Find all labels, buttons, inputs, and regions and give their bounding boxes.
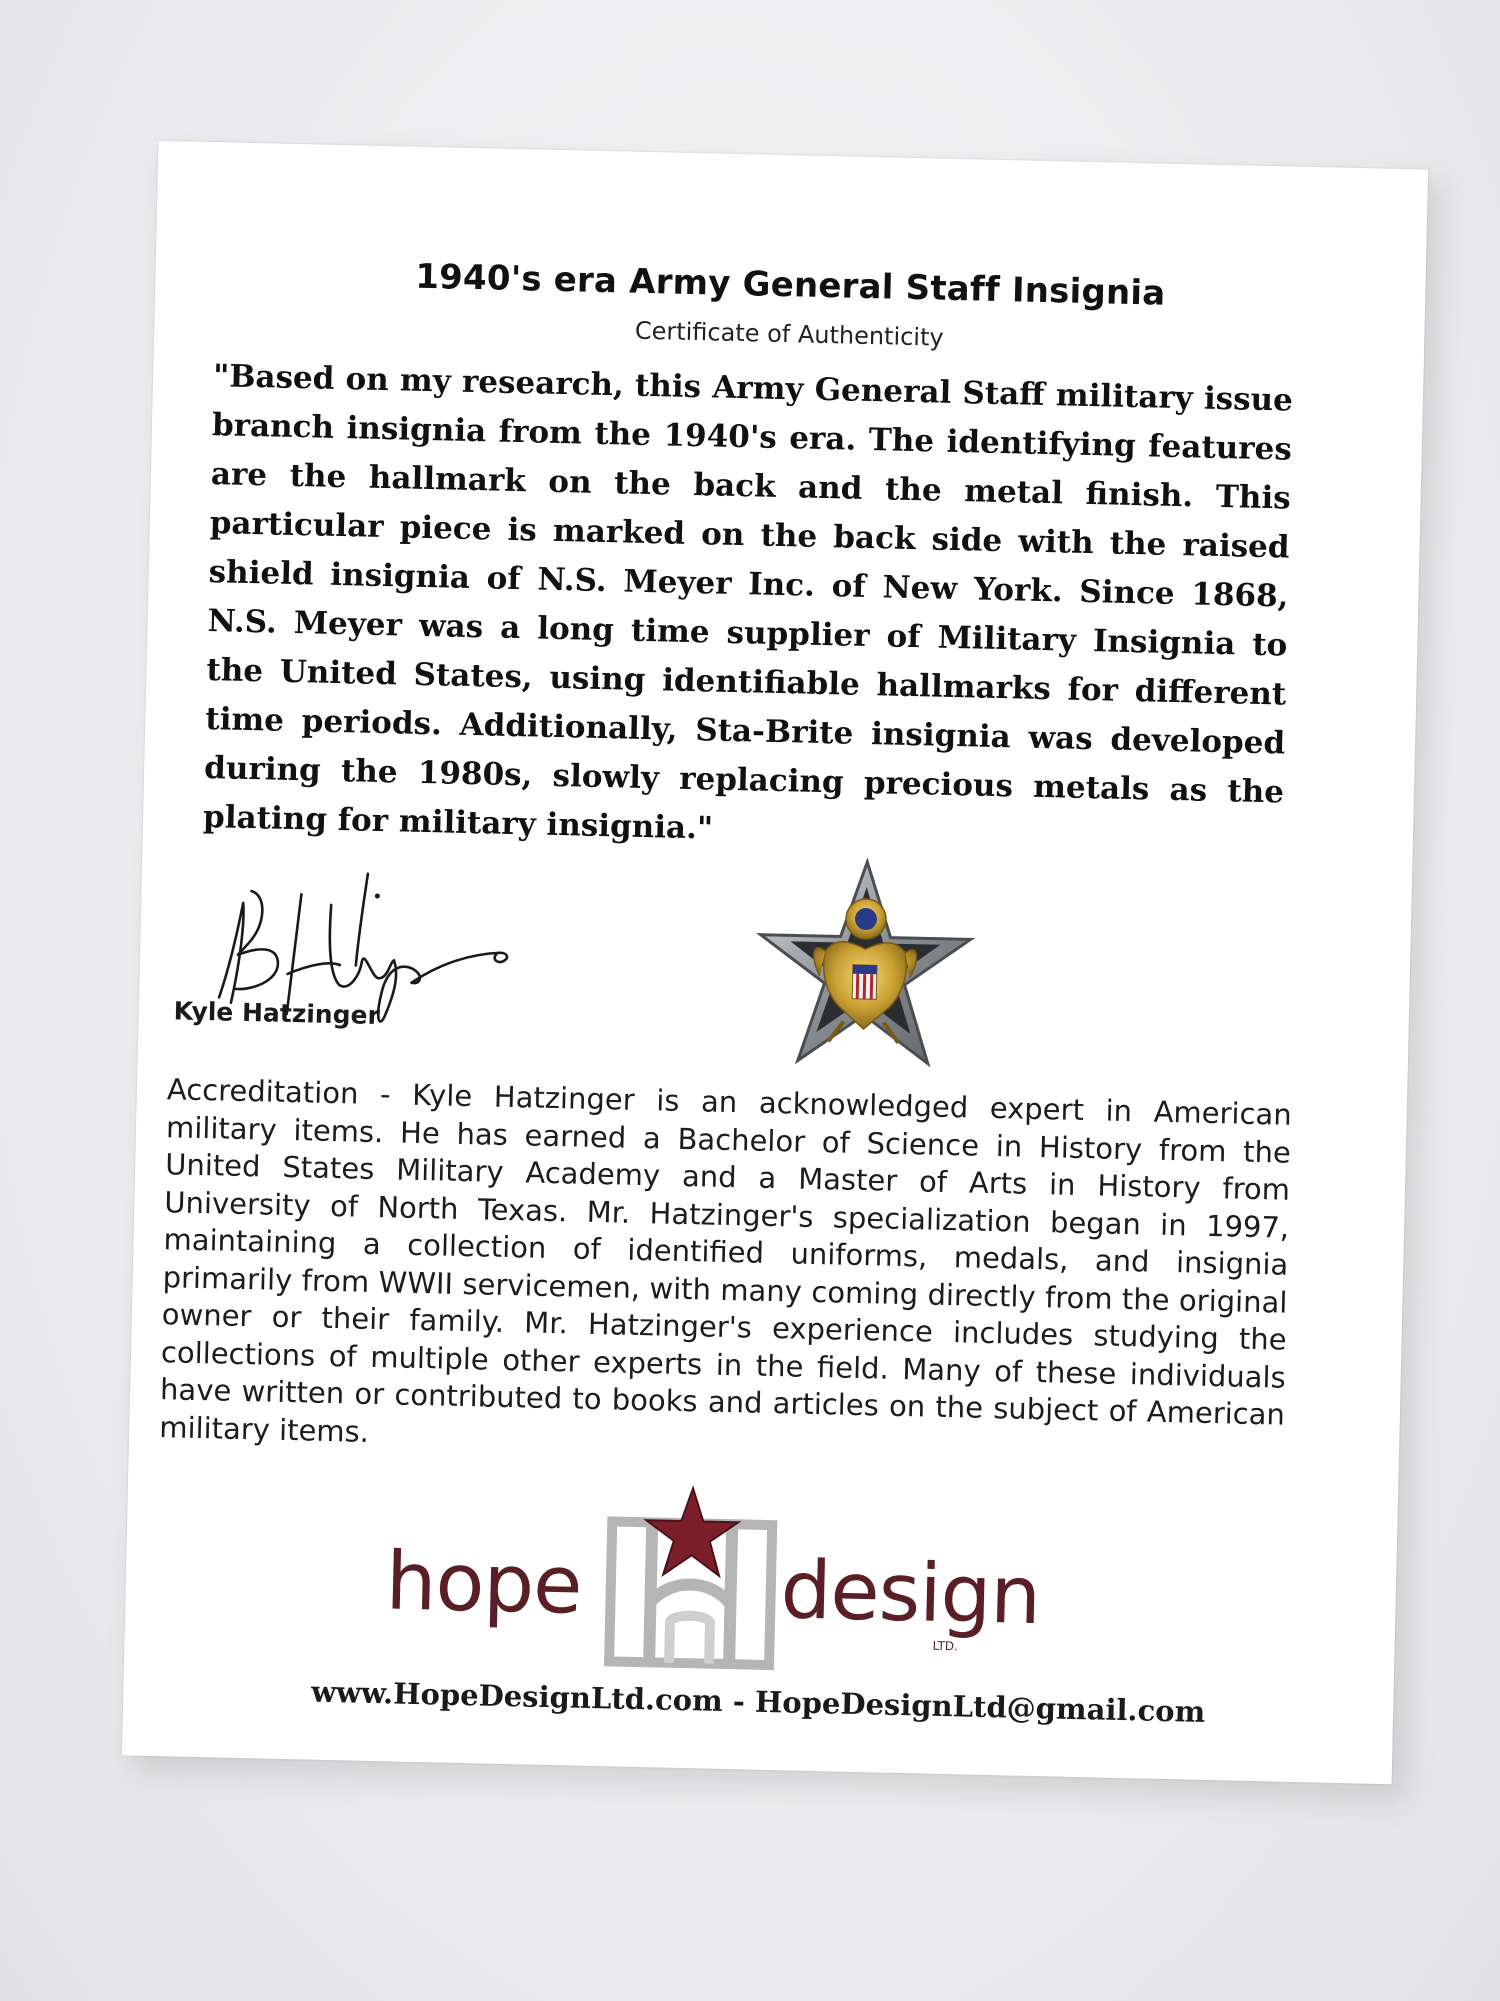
contact-footer: www.HopeDesignLtd.com - HopeDesignLtd@gmail.com <box>310 1674 1206 1729</box>
logo-word-hope: hope <box>384 1534 583 1632</box>
general-staff-star-eagle-icon <box>747 854 982 1079</box>
logo-monogram-icon <box>599 1481 783 1675</box>
logo-word-design: design <box>779 1543 1042 1643</box>
research-quote: "Based on my research, this Army General Staff military issue branch insignia from the 1940's era. The identifying features are the hallmark on the back and the metal finish. This particular piece is marked on the back side with the raised shield insignia of N.S. Meyer Inc. of New York. Since 1868, N.S. Meyer was a long time supplier of Military Insignia to the United States, using identifiable hallmarks for different time periods. Additionally, Sta-Brite insignia was developed during the 1980s, slowly replacing precious metals as the plating for military insignia." <box>202 358 1294 847</box>
certificate-card <box>122 141 1428 1784</box>
certificate-subtitle: Certificate of Authenticity <box>634 316 944 352</box>
signature-name: Kyle Hatzinger <box>173 996 381 1031</box>
accreditation-text: Accreditation - Kyle Hatzinger is an acknowledged expert in American military items. He has earned a Bachelor of Science in History from the United States Military Academy and a Master of Arts in History from University of North Texas. Mr. Hatzinger's specialization began in 1997, maintaining a collection of identified uniforms, medals, and insignia primarily from WWII servicemen, with many coming directly from the original owner or their family. Mr. Hatzinger's experience includes studying the collections of multiple other experts in the field. Many of these individuals have written or contributed to books and articles on the subject of American military items. <box>158 1072 1293 1449</box>
hope-design-logo <box>384 1476 1088 1692</box>
star-icon <box>645 1487 739 1576</box>
logo-suffix: LTD. <box>932 1638 959 1654</box>
certificate-title: 1940's era Army General Staff Insignia <box>414 256 1166 314</box>
